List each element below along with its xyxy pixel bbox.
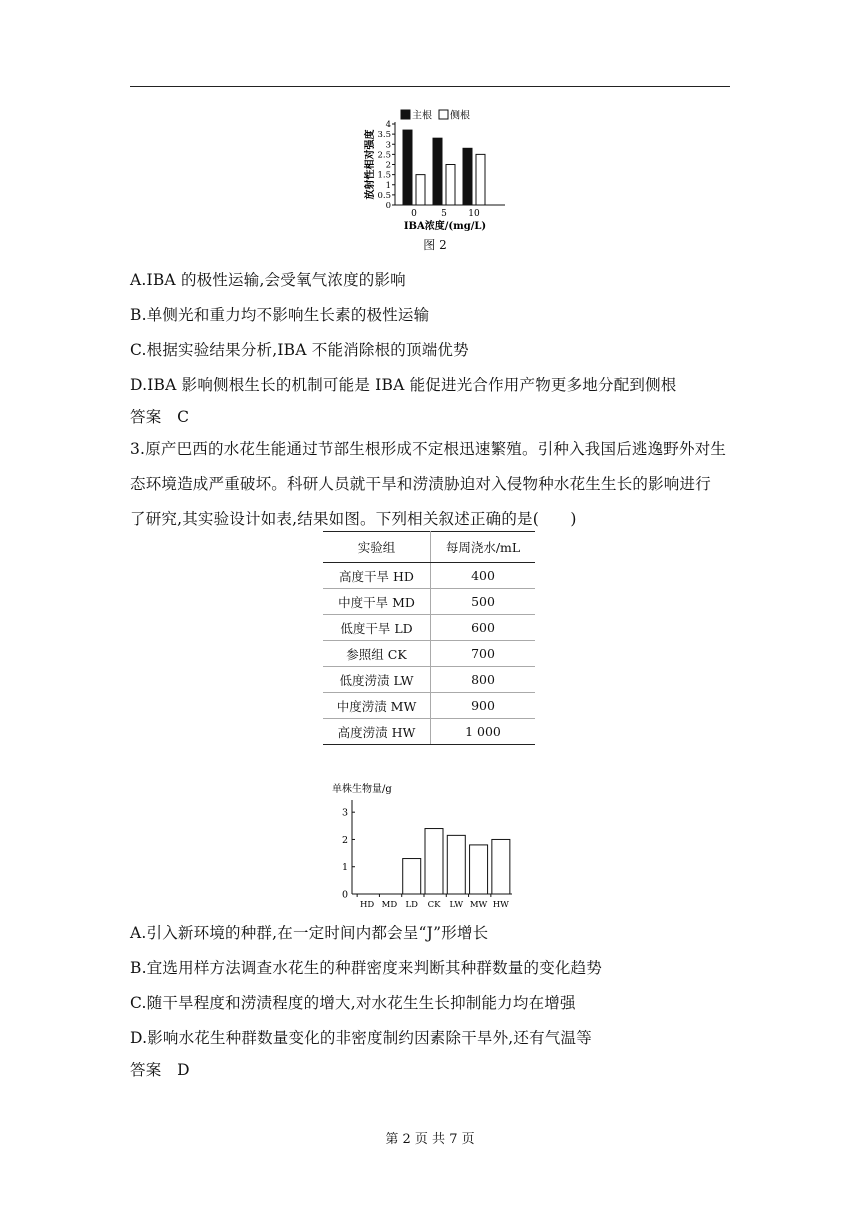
x-tick-label: HD bbox=[360, 900, 375, 910]
x-tick-label: MD bbox=[381, 900, 398, 910]
table-row bbox=[323, 693, 535, 719]
x-tick-label: CK bbox=[427, 900, 441, 910]
table-cell: 高度涝渍 HW bbox=[323, 719, 431, 745]
table-cell: 参照组 CK bbox=[323, 641, 431, 667]
bar bbox=[403, 859, 421, 894]
legend-label-lateral-root: 侧根 bbox=[450, 110, 470, 122]
table-cell: 低度涝渍 LW bbox=[323, 667, 431, 693]
y-tick-label: 2 bbox=[385, 160, 391, 171]
bar bbox=[447, 835, 465, 894]
y-tick-label: 0 bbox=[385, 201, 391, 211]
bar-lateral-root bbox=[476, 154, 485, 205]
y-tick-label: 3 bbox=[385, 140, 391, 151]
y-axis-label: 单株生物量/g bbox=[332, 784, 392, 795]
table-cell: 700 bbox=[431, 641, 536, 667]
y-tick-label: 3 bbox=[341, 807, 348, 819]
y-tick-label: 2 bbox=[341, 834, 348, 846]
x-tick-label: 10 bbox=[468, 209, 480, 219]
bar-lateral-root bbox=[416, 175, 425, 205]
page-footer: 第 2 页 共 7 页 bbox=[385, 1132, 475, 1147]
table-cell: 800 bbox=[431, 667, 536, 693]
legend-swatch-main-root bbox=[401, 110, 410, 119]
y-tick-label: 1.5 bbox=[377, 170, 391, 181]
q3-stem-line-2: 态环境造成严重破坏。科研人员就干旱和涝渍胁迫对入侵物种水花生生长的影响进行 bbox=[130, 475, 711, 493]
biomass-bar-chart bbox=[330, 780, 520, 915]
q2-option-a: A.IBA 的极性运输,会受氧气浓度的影响 bbox=[130, 271, 406, 289]
table-row bbox=[323, 589, 535, 615]
x-tick-label: 5 bbox=[441, 209, 447, 219]
x-tick-label: 0 bbox=[411, 209, 417, 219]
x-tick-label: HW bbox=[492, 900, 509, 910]
x-tick-label: LD bbox=[405, 900, 418, 910]
q3-option-a: A.引入新环境的种群,在一定时间内都会呈“J”形增长 bbox=[130, 924, 489, 942]
iba-radioactivity-bar-chart bbox=[355, 104, 515, 256]
q3-option-d: D.影响水花生种群数量变化的非密度制约因素除干旱外,还有气温等 bbox=[130, 1029, 592, 1047]
table-header-water: 每周浇水/mL bbox=[431, 532, 536, 563]
x-tick-label: MW bbox=[469, 900, 488, 910]
table-cell: 低度干旱 LD bbox=[323, 615, 431, 641]
bar-main-root bbox=[403, 130, 412, 205]
bar bbox=[470, 845, 488, 894]
table-row bbox=[323, 719, 535, 745]
experiment-design-table bbox=[323, 531, 535, 745]
y-tick-label: 3.5 bbox=[377, 130, 391, 141]
header-rule bbox=[130, 86, 730, 87]
table-cell: 高度干旱 HD bbox=[323, 563, 431, 589]
y-axis-label: 放射性相对强度 bbox=[365, 129, 376, 200]
table-cell: 500 bbox=[431, 589, 536, 615]
q3-answer: 答案 D bbox=[130, 1061, 190, 1079]
x-axis-label: IBA浓度/(mg/L) bbox=[403, 221, 487, 232]
q2-answer: 答案 C bbox=[130, 408, 190, 426]
figure-caption: 图 2 bbox=[423, 238, 447, 252]
table-cell: 中度涝渍 MW bbox=[323, 693, 431, 719]
q3-option-b: B.宜选用样方法调查水花生的种群密度来判断其种群数量的变化趋势 bbox=[130, 959, 603, 977]
q2-option-c: C.根据实验结果分析,IBA 不能消除根的顶端优势 bbox=[130, 341, 469, 359]
table-cell: 400 bbox=[431, 563, 536, 589]
bar-main-root bbox=[433, 138, 442, 205]
bar bbox=[492, 839, 510, 894]
table-row bbox=[323, 563, 535, 589]
table-header-group: 实验组 bbox=[323, 532, 431, 563]
legend-label-main-root: 主根 bbox=[412, 110, 432, 122]
legend-swatch-lateral-root bbox=[439, 110, 448, 119]
y-tick-label: 4 bbox=[385, 120, 391, 130]
y-tick-label: 1 bbox=[385, 180, 391, 191]
table-row bbox=[323, 615, 535, 641]
table-row bbox=[323, 641, 535, 667]
q3-stem-line-1: 3.原产巴西的水花生能通过节部生根形成不定根迅速繁殖。引种入我国后逃逸野外对生 bbox=[130, 440, 727, 458]
bar bbox=[425, 829, 443, 894]
bar-main-root bbox=[463, 148, 472, 205]
table-cell: 中度干旱 MD bbox=[323, 589, 431, 615]
table-row bbox=[323, 667, 535, 693]
table-cell: 900 bbox=[431, 693, 536, 719]
q3-option-c: C.随干旱程度和涝渍程度的增大,对水花生生长抑制能力均在增强 bbox=[130, 994, 576, 1012]
table-cell: 1 000 bbox=[431, 719, 536, 745]
y-tick-label: 0 bbox=[341, 889, 348, 901]
q2-option-d: D.IBA 影响侧根生长的机制可能是 IBA 能促进光合作用产物更多地分配到侧根 bbox=[130, 376, 677, 394]
table-cell: 600 bbox=[431, 615, 536, 641]
y-tick-label: 1 bbox=[341, 862, 348, 874]
y-tick-label: 0.5 bbox=[377, 190, 391, 201]
x-tick-label: LW bbox=[449, 900, 464, 910]
bar-lateral-root bbox=[446, 165, 455, 206]
y-tick-label: 2.5 bbox=[377, 150, 391, 161]
q2-option-b: B.单侧光和重力均不影响生长素的极性运输 bbox=[130, 306, 430, 324]
table-header-row bbox=[323, 532, 535, 563]
q3-stem-line-3: 了研究,其实验设计如表,结果如图。下列相关叙述正确的是( ) bbox=[130, 510, 577, 528]
